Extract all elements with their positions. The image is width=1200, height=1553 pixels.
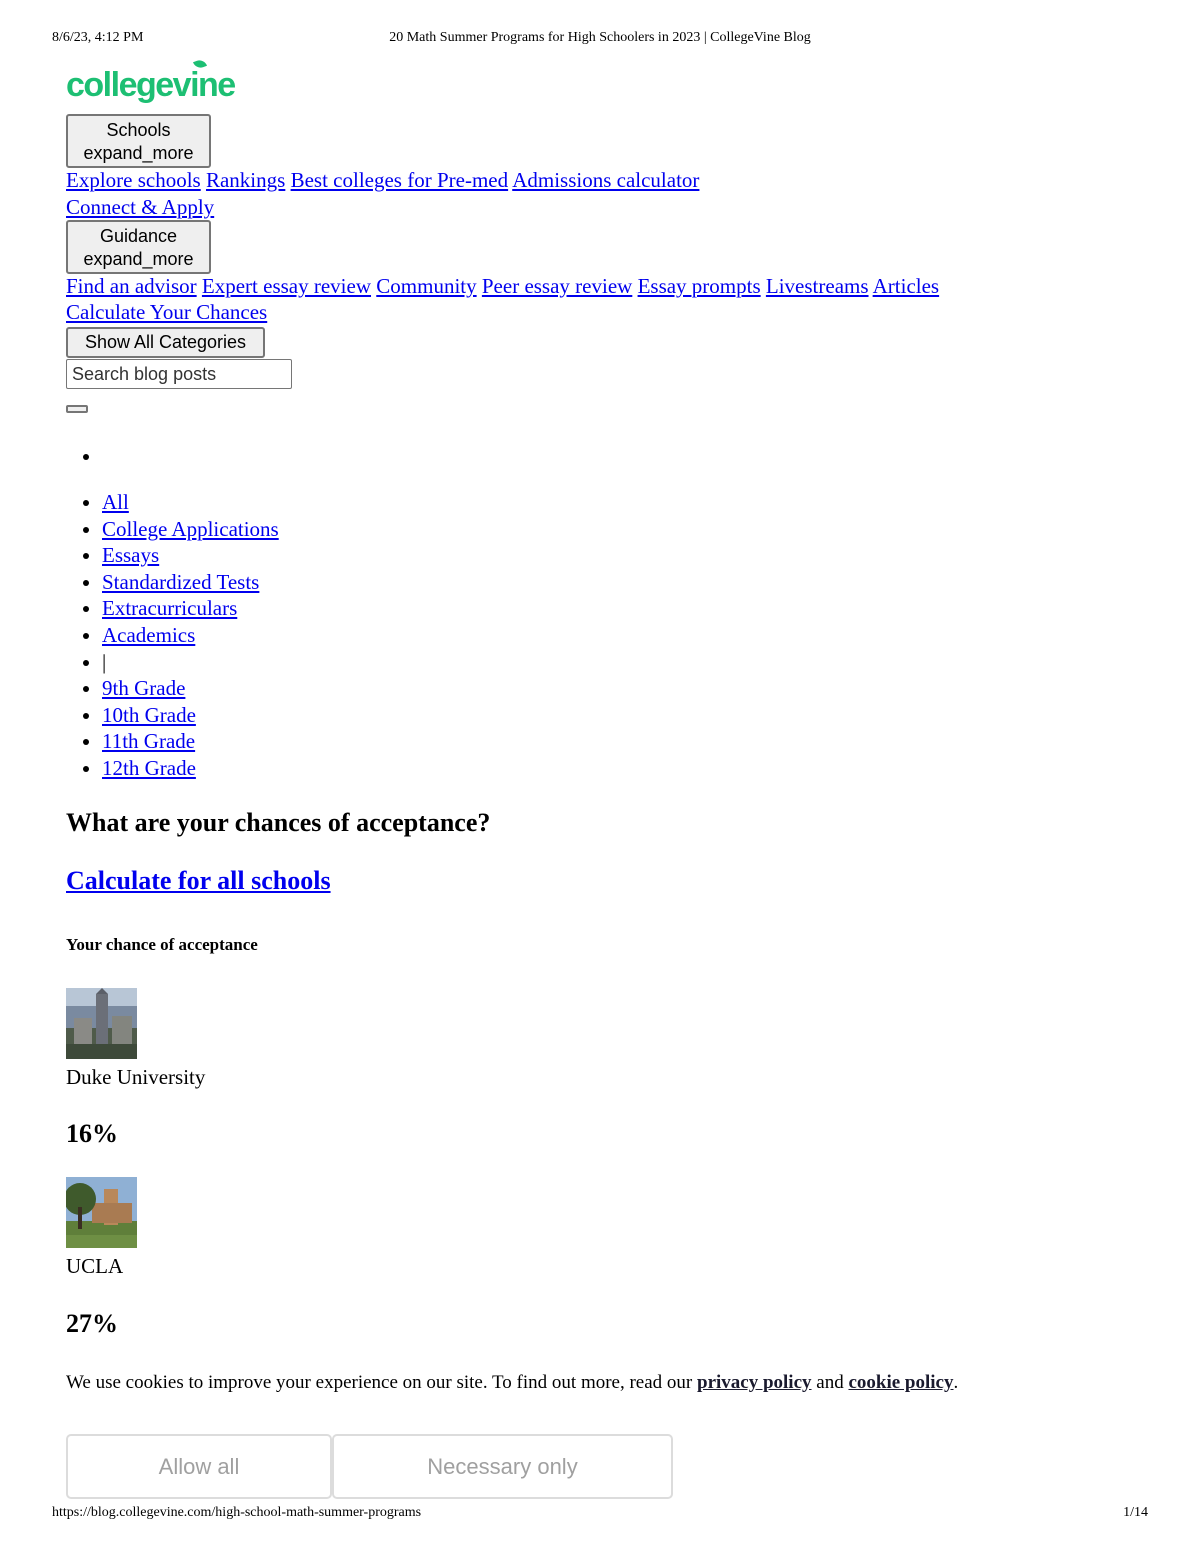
pdf-header bbox=[52, 30, 1148, 50]
expand-more-icon: expand_more bbox=[83, 143, 194, 163]
allow-all-button[interactable]: Allow all bbox=[66, 1434, 332, 1499]
nav-link-essay-prompts[interactable]: Essay prompts bbox=[637, 274, 761, 298]
nav-link-admissions-calculator[interactable]: Admissions calculator bbox=[512, 168, 700, 192]
calculate-row bbox=[66, 300, 267, 325]
search-submit-button[interactable] bbox=[66, 405, 88, 413]
cookie-end: . bbox=[953, 1372, 959, 1393]
category-11th-grade[interactable]: 11th Grade bbox=[102, 729, 196, 754]
schools-menu-button[interactable] bbox=[66, 114, 211, 168]
duke-thumbnail bbox=[66, 988, 137, 1059]
list-item bbox=[102, 728, 279, 755]
list-item bbox=[102, 489, 279, 516]
expand-more-icon: expand_more bbox=[83, 249, 194, 269]
nav-link-calculate-chances[interactable]: Calculate Your Chances bbox=[66, 300, 268, 324]
pdf-footer bbox=[52, 1505, 1148, 1525]
nav-link-find-advisor[interactable]: Find an advisor bbox=[66, 274, 197, 298]
nav-link-connect-apply[interactable]: Connect & Apply bbox=[66, 195, 215, 219]
list-item bbox=[102, 569, 279, 596]
guidance-button-label: Guidance bbox=[99, 226, 178, 246]
print-url: https://blog.collegevine.com/high-school-math-summer-programs bbox=[52, 1505, 422, 1520]
nav-link-livestreams[interactable]: Livestreams bbox=[765, 274, 869, 298]
search-input[interactable]: Search blog posts bbox=[66, 359, 292, 389]
schools-links bbox=[66, 168, 699, 193]
nav-link-articles[interactable]: Articles bbox=[872, 274, 940, 298]
nav-link-community[interactable]: Community bbox=[376, 274, 477, 298]
connect-row bbox=[66, 195, 214, 220]
category-essays[interactable]: Essays bbox=[102, 543, 160, 568]
category-12th-grade[interactable]: 12th Grade bbox=[102, 755, 196, 780]
list-item bbox=[102, 516, 279, 543]
nav-link-explore-schools[interactable]: Explore schools bbox=[66, 168, 201, 192]
cookie-notice bbox=[66, 1372, 958, 1394]
nav-link-expert-essay-review[interactable]: Expert essay review bbox=[201, 274, 372, 298]
category-10th-grade[interactable]: 10th Grade bbox=[102, 702, 196, 727]
school-chance-percent: 27% bbox=[66, 1309, 118, 1338]
school-chance-percent: 16% bbox=[66, 1119, 118, 1148]
category-9th-grade[interactable]: 9th Grade bbox=[102, 676, 186, 701]
necessary-only-button[interactable]: Necessary only bbox=[332, 1434, 673, 1499]
list-item bbox=[102, 542, 279, 569]
duke-campus-image bbox=[66, 988, 137, 1059]
category-standardized-tests[interactable]: Standardized Tests bbox=[102, 569, 260, 594]
calculate-all-link[interactable] bbox=[66, 866, 331, 896]
print-title: 20 Math Summer Programs for High Schoolers in 2023 | CollegeVine Blog bbox=[389, 30, 811, 45]
category-all[interactable]: All bbox=[102, 490, 129, 514]
category-college-applications[interactable]: College Applications bbox=[102, 516, 279, 541]
category-extracurriculars[interactable]: Extracurriculars bbox=[102, 596, 238, 621]
list-item bbox=[102, 649, 279, 676]
cookie-text: We use cookies to improve your experience on our site. To find out more, read our bbox=[66, 1372, 697, 1393]
cookie-and: and bbox=[811, 1372, 849, 1393]
chance-subheading: Your chance of acceptance bbox=[66, 935, 258, 954]
logo-text: collegevine bbox=[66, 66, 235, 104]
category-academics[interactable]: Academics bbox=[102, 622, 196, 647]
list-item bbox=[102, 755, 279, 782]
show-all-categories-button[interactable]: Show All Categories bbox=[66, 327, 265, 358]
school-name: Duke University bbox=[66, 1065, 206, 1089]
guidance-menu-button[interactable] bbox=[66, 220, 211, 274]
print-date: 8/6/23, 4:12 PM bbox=[52, 30, 144, 45]
cookie-policy-link[interactable]: cookie policy bbox=[848, 1372, 954, 1393]
ucla-thumbnail bbox=[66, 1177, 137, 1248]
list-item bbox=[102, 702, 279, 729]
guidance-links bbox=[66, 274, 939, 299]
page-number: 1/14 bbox=[1123, 1505, 1148, 1520]
ucla-campus-image bbox=[66, 1177, 137, 1248]
privacy-policy-link[interactable]: privacy policy bbox=[697, 1372, 812, 1393]
nav-link-best-colleges-premed[interactable]: Best colleges for Pre-med bbox=[290, 168, 509, 192]
category-list bbox=[102, 489, 279, 782]
list-item bbox=[102, 675, 279, 702]
list-item bbox=[102, 595, 279, 622]
nav-link-rankings[interactable]: Rankings bbox=[205, 168, 286, 192]
calculate-all-link-text[interactable]: Calculate for all schools bbox=[66, 866, 331, 895]
list-item bbox=[102, 622, 279, 649]
schools-button-label: Schools bbox=[106, 120, 171, 140]
chances-heading: What are your chances of acceptance? bbox=[66, 808, 491, 837]
collegevine-logo[interactable] bbox=[66, 66, 235, 105]
school-name: UCLA bbox=[66, 1254, 124, 1278]
nav-link-peer-essay-review[interactable]: Peer essay review bbox=[481, 274, 633, 298]
category-divider: | bbox=[102, 649, 107, 674]
